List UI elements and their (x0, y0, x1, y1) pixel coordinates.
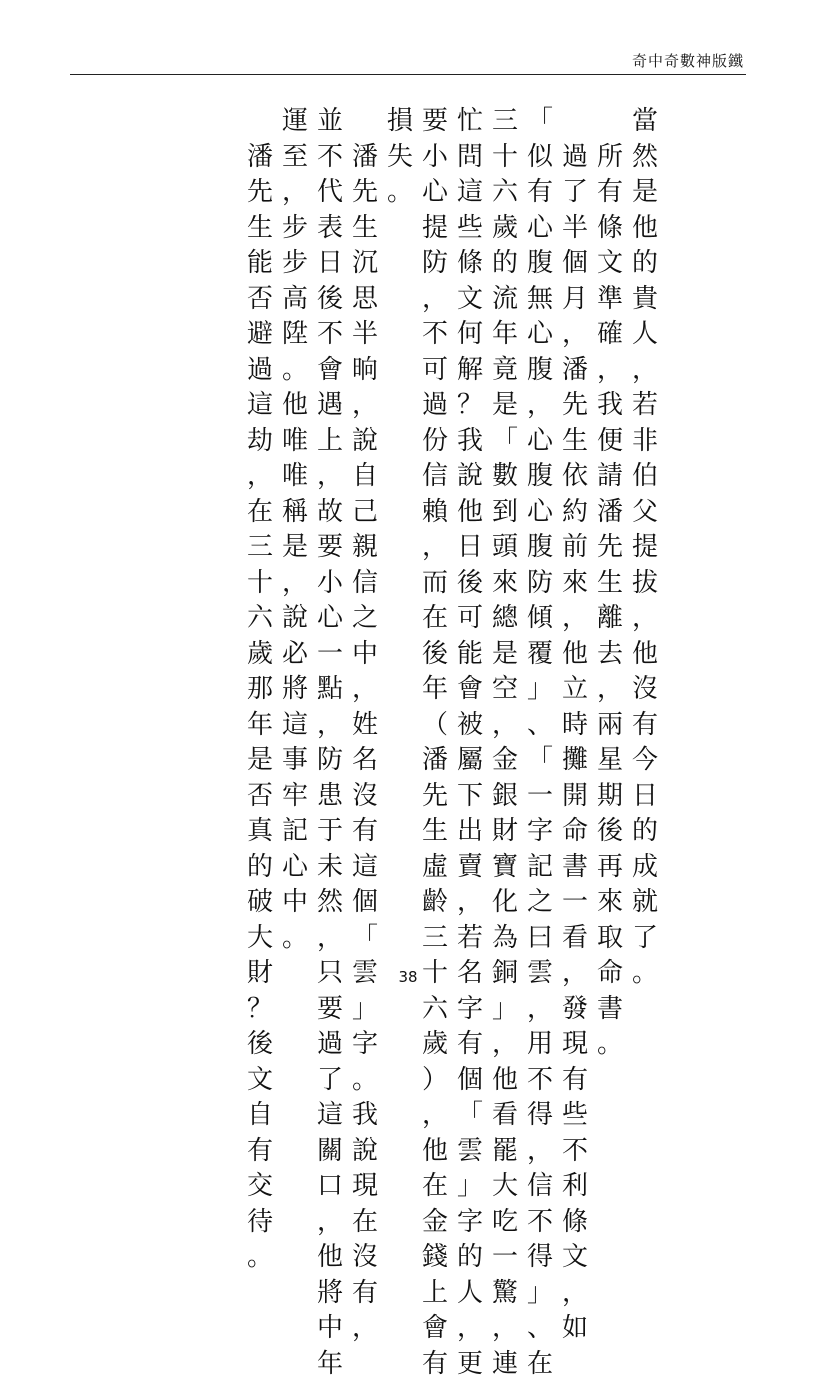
text-column-4: 「 似 有 心 腹 無 心 腹 ， 心 腹 心 腹 防 傾 覆 」 、 「 一 字 記 之 曰 雲 ， 用 不 得 ， 信 不 得 」 、 在 (526, 106, 553, 1379)
running-header: 奇中奇數神版鐵 (631, 52, 744, 70)
text-column-2: 所 有 條 文 準 確 ， 我 便 請 潘 先 生 離 去 ， 兩 星 期 後 再 來 取 命 書 。 (596, 141, 623, 1059)
text-column-7: 要 小 心 提 防 ， 不 可 過 份 信 賴 ， 而 在 後 年 （ 潘 先 生 虛 齡 三 十 六 歲 ） ， 他 在 金 錢 上 會 有 (421, 106, 448, 1379)
page-number: 38 (398, 968, 418, 986)
text-column-11: 運 至 ， 步 步 高 陞 。 他 唯 唯 稱 是 ， 說 必 將 這 事 牢 記 心 中 。 (281, 106, 308, 953)
text-column-8: 損 失 。 (386, 106, 413, 207)
text-column-9: 潘 先 生 沉 思 半 晌 ， 說 自 己 親 信 之 中 ， 姓 名 沒 有 這 個 「 雲 」 字 。 我 說 現 在 沒 有 ， (351, 141, 378, 1343)
text-column-10: 並 不 代 表 日 後 不 會 遇 上 ， 故 要 小 心 一 點 ， 防 患 于 未 然 ， 只 要 過 了 這 關 口 ， 他 將 中 年 (316, 106, 343, 1379)
header-rule (70, 74, 746, 75)
text-column-3: 過 了 半 個 月 ， 潘 先 生 依 約 前 來 ， 他 立 時 攤 開 命 書 一 看 ， 發 現 有 些 不 利 條 文 ， 如 (561, 141, 588, 1343)
text-column-6: 忙 問 這 些 條 文 何 解 ？ 我 說 他 日 後 可 能 會 被 屬 下 出 賣 ， 若 名 字 有 個 「 雲 」 字 的 人 ， 更 (456, 106, 483, 1379)
text-column-5: 三 十 六 歲 的 流 年 竟 是 「 數 到 頭 來 總 是 空 ， 金 銀 財 寶 化 為 銅 」 ， 他 看 罷 大 吃 一 驚 ， 連 (491, 106, 518, 1379)
text-column-12: 潘 先 生 能 否 避 過 這 劫 ， 在 三 十 六 歲 那 年 是 否 真 的 破 大 財 ？ 後 文 自 有 交 待 。 (246, 141, 273, 1272)
text-column-1: 當 然 是 他 的 貴 人 ， 若 非 伯 父 提 拔 ， 他 沒 有 今 日 的 成 就 了 。 (631, 106, 658, 988)
